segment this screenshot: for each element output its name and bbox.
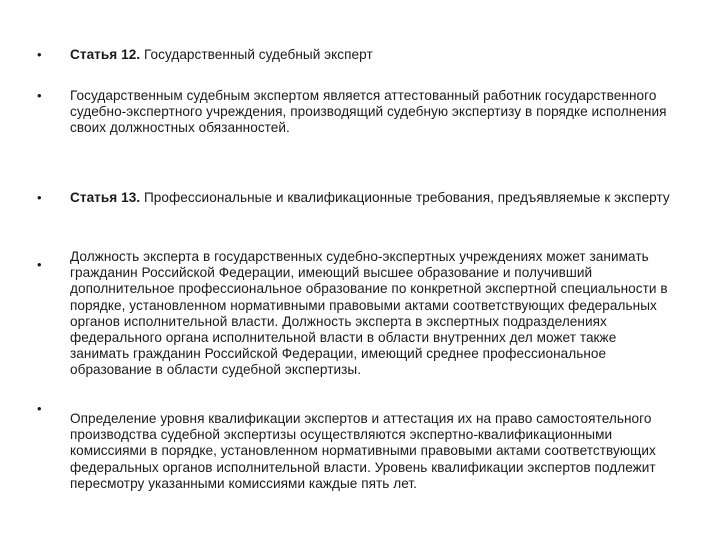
item-text [70, 190, 670, 206]
article-title: Профессиональные и квалификационные требования, предъявляемые к эксперту [140, 190, 670, 205]
paragraph-text: Государственным судебным экспертом является аттестованный работник государственного судебно-экспертного учреждения, производящий судебную экспертизу в порядке исполнения своих должностных обязанностей. [70, 88, 667, 136]
bullet-icon: • [37, 257, 42, 272]
paragraph-text: Должность эксперта в государственных судебно-экспертных учреждениях может занимать гражданин Российской Федерации, имеющий высшее образование и получивший дополнительное профессиональное образование по конкретной экспертной специальности в порядке, установленном нормативными правовыми актами соответствующих федеральных органов исполнительной власти. Должность эксперта в экспертных подразделениях федерального органа исполнительной власти в области внутренних дел может также занимать гражданин Российской Федерации, имеющий среднее профессиональное образование в области судебной экспертизы. [70, 249, 668, 378]
item-text [70, 249, 670, 379]
item-text [70, 47, 670, 63]
bullet-icon: • [37, 190, 42, 205]
item-text [70, 411, 670, 492]
bullet-icon: • [37, 401, 42, 416]
bullet-icon: • [37, 88, 42, 103]
paragraph-text: Определение уровня квалификации экспертов и аттестация их на право самостоятельного производства судебной экспертизы осуществляются экспертно-квалификационными комиссиями в порядке, установленном нормативными правовыми актами соответствующих федеральных органов исполнительной власти. Уровень квалификации экспертов подлежит пересмотру указанными комиссиями каждые пять лет. [70, 411, 656, 491]
bullet-icon: • [37, 47, 42, 62]
article-number: Статья 12. [70, 47, 141, 62]
article-number: Статья 13. [70, 190, 141, 205]
article-title: Государственный судебный эксперт [140, 47, 373, 62]
item-text [70, 88, 670, 137]
